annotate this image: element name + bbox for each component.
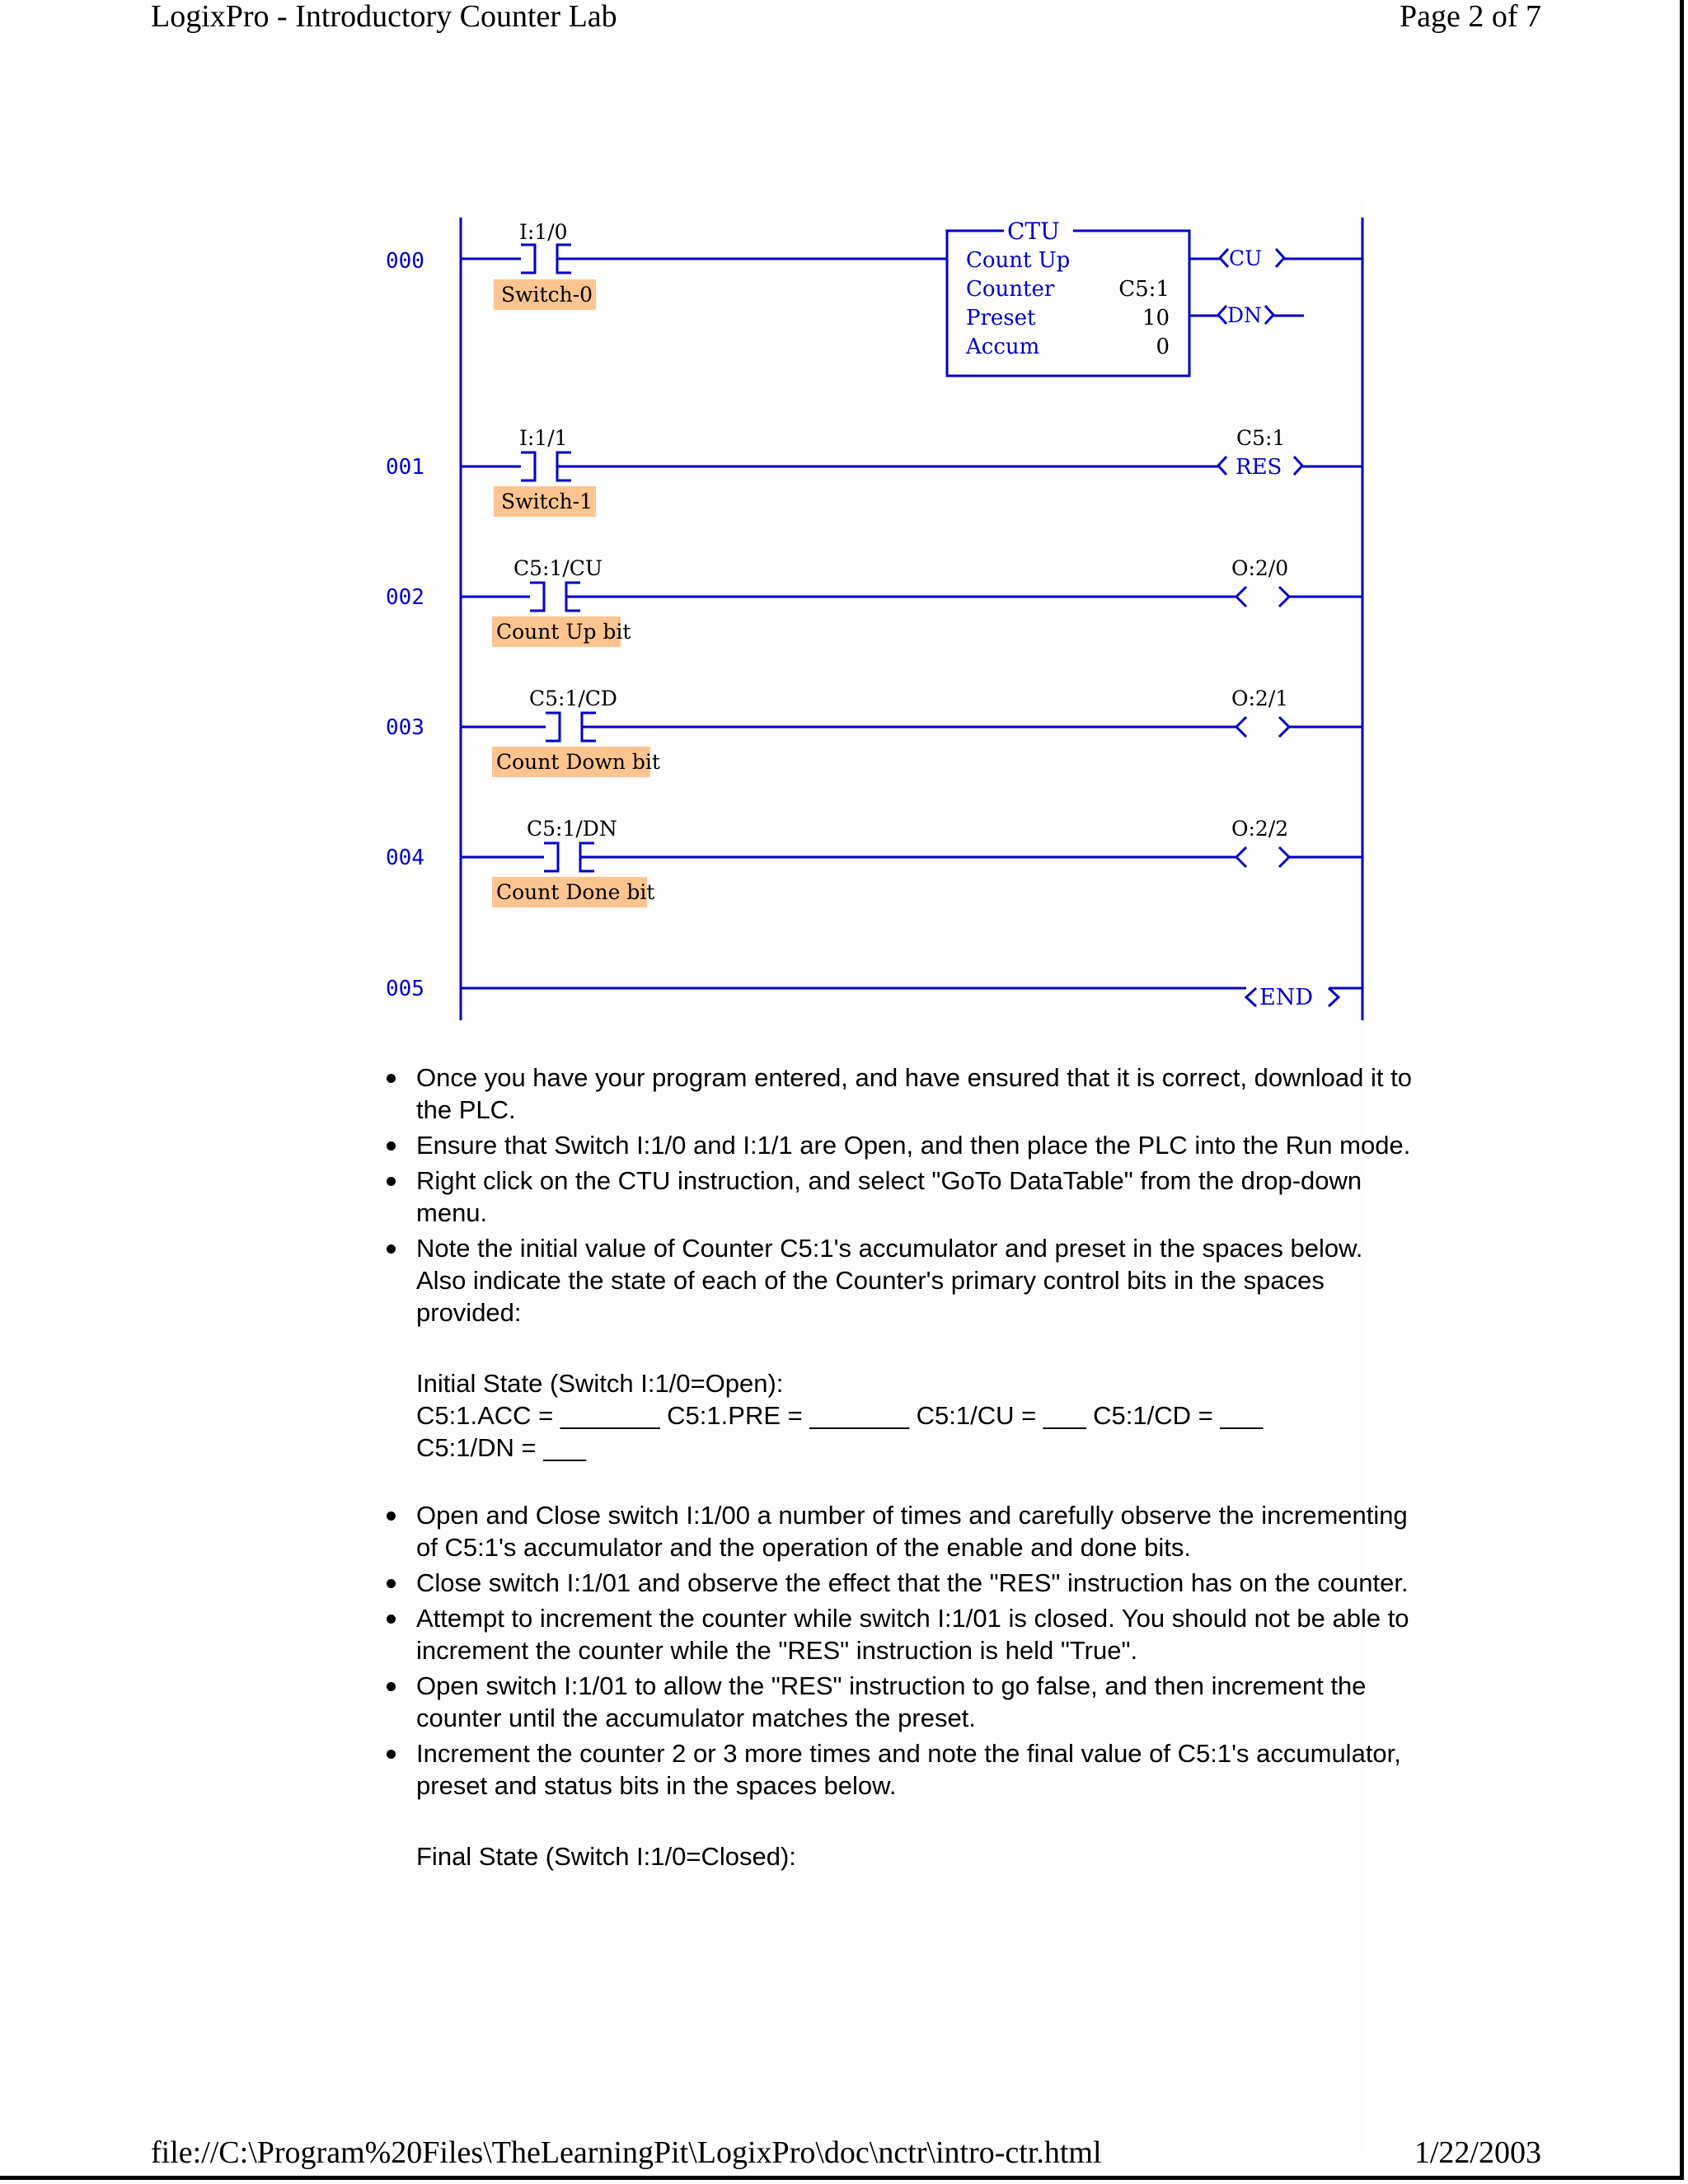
output-coil (1236, 717, 1289, 737)
output-address: O:2/2 (1231, 817, 1289, 841)
header-title: LogixPro - Introductory Counter Lab (151, 0, 617, 34)
contact-label: Count Down bit (496, 750, 660, 774)
output-address: O:2/1 (1231, 687, 1289, 710)
list-item: Attempt to increment the counter while switch I:1/01 is closed. You should not be able to increment the counter while the "RES" instruction is held "True". (379, 1602, 1418, 1666)
ctu-dn-bit: DN (1227, 303, 1262, 327)
contact-address: C5:1/DN (527, 817, 617, 841)
rung-004 (386, 817, 1362, 907)
coil-left-paren (1218, 457, 1226, 475)
ctu-instruction-box[interactable] (947, 218, 1189, 376)
contact-address: I:1/1 (519, 426, 568, 450)
list-item: Once you have your program entered, and have ensured that it is correct, download it to the PLC. (379, 1062, 1418, 1126)
list-item: Note the initial value of Counter C5:1's accumulator and preset in the spaces below. Also indicate the state of each of the Counter's primary control bits in the spaces provided: (379, 1232, 1418, 1329)
res-coil-text: RES (1236, 455, 1282, 480)
ctu-counter-label: Counter (966, 277, 1055, 302)
instruction-list-1 (379, 1062, 1418, 1329)
coil-left-paren (1218, 306, 1226, 324)
list-item: Open switch I:1/01 to allow the "RES" instruction to go false, and then increment the counter until the accumulator matches the preset. (379, 1670, 1418, 1734)
contact-address: C5:1/CD (529, 687, 617, 710)
coil-left-paren (1220, 249, 1228, 267)
final-state-heading: Final State (Switch I:1/0=Closed): (416, 1842, 796, 1871)
end-instruction: END (1259, 985, 1313, 1010)
contact-address: C5:1/CU (513, 556, 603, 580)
ctu-name: Count Up (966, 248, 1071, 273)
initial-state-line1: C5:1.ACC = _______ C5:1.PRE = _______ C5:1/CU = ___ C5:1/CD = ___ (416, 1401, 1264, 1430)
header-page-number: Page 2 of 7 (1399, 0, 1541, 34)
coil-left-paren (1246, 988, 1256, 1006)
contact-label: Count Done bit (496, 880, 655, 904)
contact-label: Switch-1 (501, 490, 593, 513)
ctu-accum-label: Accum (966, 335, 1040, 359)
rung-number: 003 (386, 715, 424, 740)
ctu-preset-label: Preset (966, 306, 1036, 330)
rung-number: 004 (386, 846, 424, 870)
output-coil (1236, 587, 1289, 607)
rung-001 (386, 426, 1362, 517)
output-address: O:2/0 (1231, 556, 1289, 580)
ladder-diagram (0, 0, 1688, 1038)
coil-right-paren (1329, 988, 1339, 1006)
contact-label: Count Up bit (496, 620, 631, 644)
rung-number: 001 (386, 455, 424, 480)
coil-right-paren (1265, 306, 1273, 324)
rung-003 (386, 687, 1362, 777)
output-coil (1236, 847, 1289, 867)
ctu-title: CTU (1007, 218, 1060, 245)
rung-002 (386, 556, 1362, 647)
footer-date: 1/22/2003 (1414, 2135, 1541, 2170)
coil-right-paren (1276, 249, 1284, 267)
lab-instructions (379, 1062, 1418, 1872)
list-item: Right click on the CTU instruction, and select "GoTo DataTable" from the drop-down menu. (379, 1165, 1418, 1229)
ctu-preset-value: 10 (1142, 306, 1170, 330)
ctu-accum-value: 0 (1156, 335, 1170, 359)
ctu-counter-value: C5:1 (1118, 277, 1170, 302)
initial-state-line2: C5:1/DN = ___ (416, 1433, 586, 1462)
rung-number: 005 (386, 977, 424, 1001)
coil-right-paren (1294, 457, 1302, 475)
contact-label: Switch-0 (501, 283, 593, 307)
rung-000 (386, 218, 1362, 376)
list-item: Ensure that Switch I:1/0 and I:1/1 are Open, and then place the PLC into the Run mode. (379, 1129, 1418, 1161)
rung-number: 000 (386, 249, 424, 274)
initial-state-heading: Initial State (Switch I:1/0=Open): (416, 1369, 784, 1398)
list-item: Open and Close switch I:1/00 a number of times and carefully observe the incrementing of C5:1's accumulator and the operation of the enable and done bits. (379, 1499, 1418, 1563)
footer-file-path: file://C:\Program%20Files\TheLearningPit\LogixPro\doc\nctr\intro-ctr.html (151, 2135, 1102, 2170)
ctu-cu-bit: CU (1229, 246, 1263, 270)
list-item: Increment the counter 2 or 3 more times and note the final value of C5:1's accumulator, preset and status bits in the spaces below. (379, 1737, 1418, 1802)
rung-005 (386, 977, 1362, 1010)
list-item: Close switch I:1/01 and observe the effect that the "RES" instruction has on the counter. (379, 1567, 1418, 1599)
instruction-list-2 (379, 1499, 1418, 1802)
output-address: C5:1 (1236, 426, 1286, 450)
contact-address: I:1/0 (519, 220, 568, 244)
rung-number: 002 (386, 585, 424, 610)
initial-state (379, 1367, 1418, 1464)
